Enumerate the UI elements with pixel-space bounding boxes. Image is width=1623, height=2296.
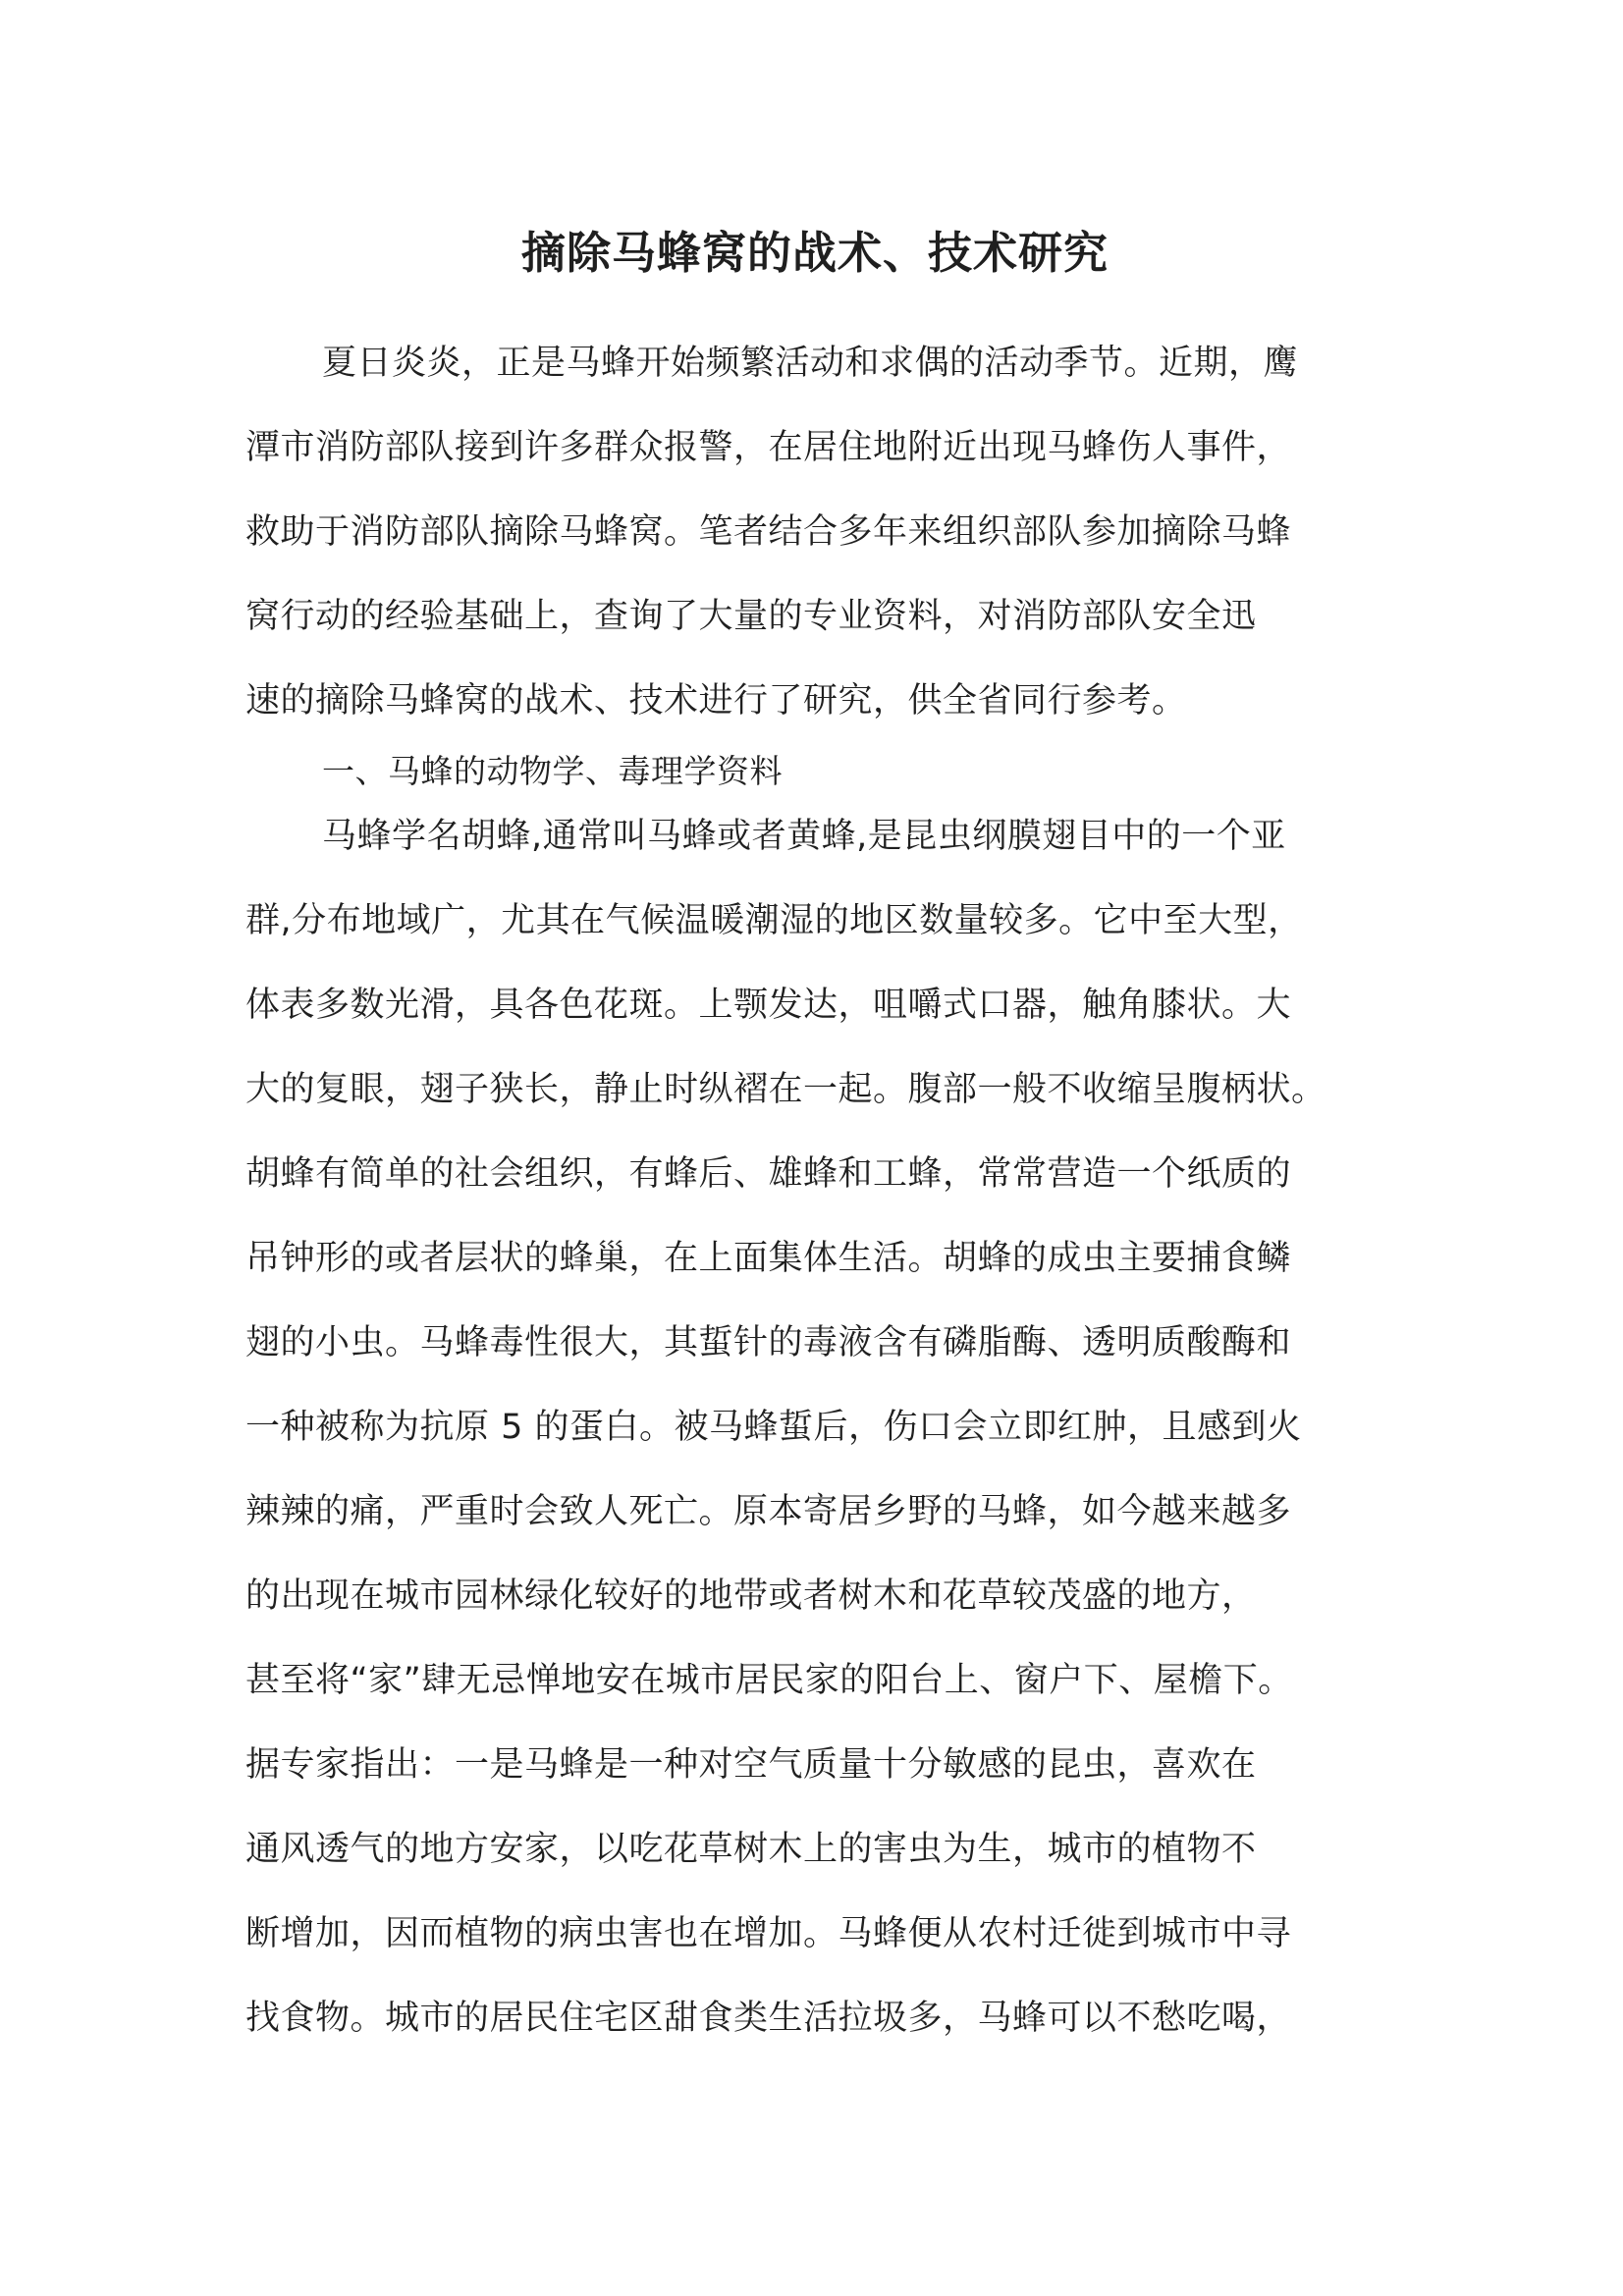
paragraph-line: 速的摘除马蜂窝的战术、技术进行了研究，供全省同行参考。 [245,681,1187,721]
paragraph-line: 救助于消防部队摘除马蜂窝。笔者结合多年来组织部队参加摘除马蜂 [245,512,1292,552]
paragraph-line: 体表多数光滑，具各色花斑。上颚发达，咀嚼式口器，触角膝状。大 [245,986,1292,1025]
paragraph-line: 窝行动的经验基础上，查询了大量的专业资料，对消防部队安全迅 [245,597,1257,636]
paragraph-line: 找食物。城市的居民住宅区甜食类生活拉圾多，马蜂可以不愁吃喝， [245,1999,1292,2038]
paragraph-line: 吊钟形的或者层状的蜂巢，在上面集体生活。胡蜂的成虫主要捕食鳞 [245,1239,1292,1278]
paragraph-line: 辣辣的痛，严重时会致人死亡。原本寄居乡野的马蜂，如今越来越多 [245,1492,1292,1531]
section-heading: 一、马蜂的动物学、毒理学资料 [322,752,783,790]
paragraph-line: 断增加，因而植物的病虫害也在增加。马蜂便从农村迁徙到城市中寻 [245,1914,1292,1953]
paragraph-line: 翅的小虫。马蜂毒性很大，其蜇针的毒液含有磷脂酶、透明质酸酶和 [245,1323,1292,1362]
paragraph-line: 胡蜂有简单的社会组织，有蜂后、雄蜂和工蜂，常常营造一个纸质的 [245,1154,1292,1194]
paragraph-line: 夏日炎炎，正是马蜂开始频繁活动和求偶的活动季节。近期，鹰 [322,344,1299,383]
paragraph-line: 通风透气的地方安家，以吃花草树木上的害虫为生，城市的植物不 [245,1830,1257,1869]
paragraph-line: 潭市消防部队接到许多群众报警，在居住地附近出现马蜂伤人事件， [245,428,1292,467]
paragraph-line: 的出现在城市园林绿化较好的地带或者树木和花草较茂盛的地方， [245,1576,1257,1616]
paragraph-line: 一种被称为抗原 5 的蛋白。被马蜂蜇后，伤口会立即红肿，且感到火 [245,1408,1302,1447]
paragraph-line: 群,分布地域广，尤其在气候温暖潮湿的地区数量较多。它中至大型， [245,901,1303,940]
paragraph-line: 马蜂学名胡蜂,通常叫马蜂或者黄蜂,是昆虫纲膜翅目中的一个亚 [322,817,1286,856]
paragraph-line: 甚至将“家”肆无忌惮地安在城市居民家的阳台上、窗户下、屋檐下。 [245,1661,1293,1700]
page-title: 摘除马蜂窝的战术、技术研究 [520,227,1109,279]
paragraph-line: 据专家指出：一是马蜂是一种对空气质量十分敏感的昆虫，喜欢在 [245,1745,1257,1785]
paragraph-line: 大的复眼，翅子狭长，静止时纵褶在一起。腹部一般不收缩呈腹柄状。 [245,1070,1326,1109]
